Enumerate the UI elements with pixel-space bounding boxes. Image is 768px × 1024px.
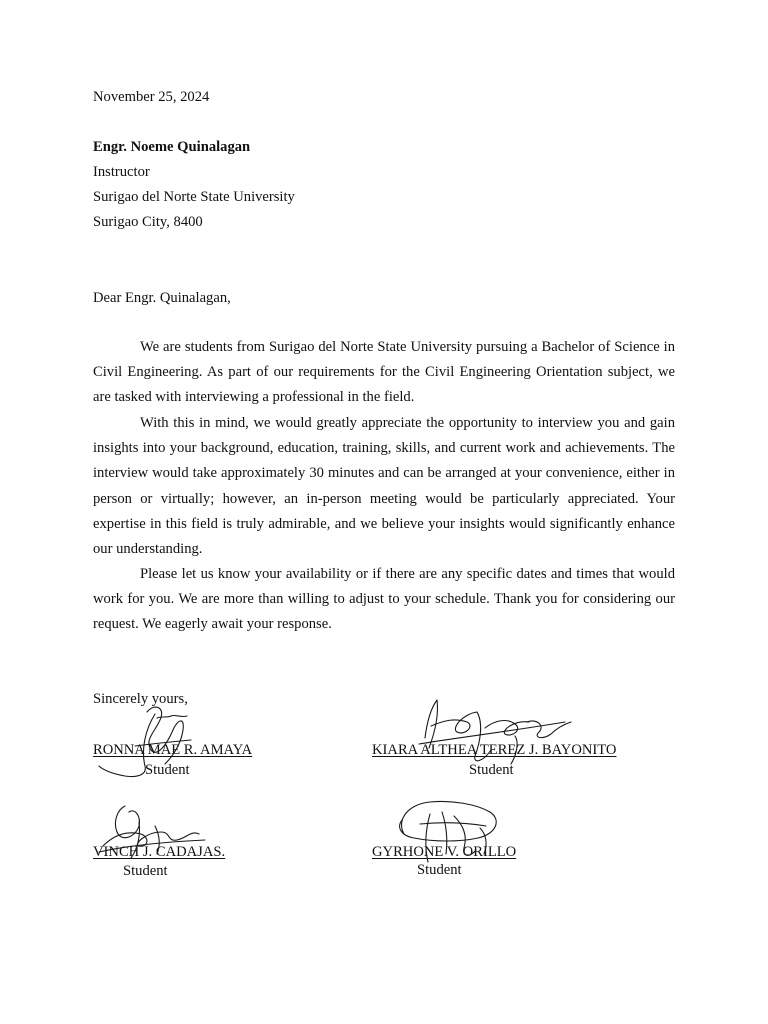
signatory-role-3: Student <box>123 863 168 879</box>
signatory-name-3: VINCH J. CADAJAS. <box>93 844 226 860</box>
signatory-role-2: Student <box>469 762 514 778</box>
body-paragraph-3: Please let us know your availability or if there are any specific dates and times that would work for you. We are more than willing to adjust to your schedule. Thank you for considering our request. We eagerly await your response. <box>93 566 675 633</box>
body-paragraph-1: We are students from Surigao del Norte State University pursuing a Bachelor of Science in Civil Engineering. As part of our requirements for the Civil Engineering Orientation subject, we are tasked with interviewing a professional in the field. <box>93 339 675 406</box>
closing: Sincerely yours, <box>93 691 188 707</box>
signatory-name-1: RONNA MAE R. AMAYA <box>93 742 253 758</box>
signatory-name-4: GYRHONE V. ORILLO <box>372 844 517 860</box>
recipient-title: Instructor <box>93 164 150 180</box>
signatory-role-1: Student <box>145 762 190 778</box>
recipient-institution: Surigao del Norte State University <box>93 189 295 205</box>
signatory-role-4: Student <box>417 862 462 878</box>
signature-3 <box>95 796 215 866</box>
signature-1 <box>95 700 215 780</box>
signatory-name-2: KIARA ALTHEA TEREZ J. BAYONITO <box>372 742 617 758</box>
letter-date: November 25, 2024 <box>93 89 210 105</box>
recipient-name: Engr. Noeme Quinalagan <box>93 139 251 155</box>
signature-2 <box>415 692 585 772</box>
body-paragraph-2: With this in mind, we would greatly appreciate the opportunity to interview you and gain insights into your background, education, training, skills, and current work and achievements. The interview would take approximately 30 minutes and can be arranged at your convenience, either in person or virtually; however, an in-person meeting would be particularly appreciated. Your expertise in this field is truly admirable, and we believe your insights would significantly enhance our understanding. <box>93 415 675 558</box>
signature-4 <box>390 794 510 874</box>
recipient-address: Surigao City, 8400 <box>93 214 203 230</box>
salutation: Dear Engr. Quinalagan, <box>93 290 231 306</box>
